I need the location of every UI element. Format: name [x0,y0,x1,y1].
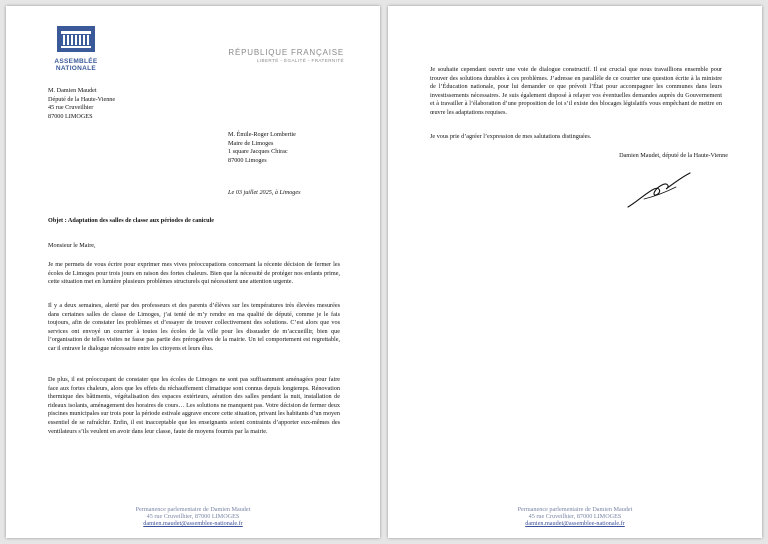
letter-date: Le 03 juillet 2025, à Limoges [228,189,301,196]
hemicycle-icon [57,26,95,52]
footer-line-1: Permanence parlementaire de Damien Maudet [517,506,633,513]
paragraph-1: Je me permets de vous écrire pour exprimer mes vives préoccupations concernant la récente décision de fermer les écoles de Limoges pour trois jours en raison des fortes chaleurs. Bien que la nécessité de protéger nos enfants prime, cette situation met en lumière plusieurs problèmes structurels qui nécessitent une attention urgente. [48,261,340,286]
republic-header [228,48,344,63]
letter-salutation: Monsieur le Maire, [48,242,96,249]
letter-page-2 [388,6,762,538]
footer-line-2: 45 rue Cruveilhier, 87000 LIMOGES [146,513,240,521]
logo-line-2: NATIONALE [55,65,97,72]
sender-address [48,87,115,121]
paragraph-2: Il y a deux semaines, alerté par des professeurs et des parents d’élèves sur les températures très élevées mesurées dans certaines salles de classe de Limoges, j’ai tenté de m’y rendre en ma qualité de député, comme je le fais toujours, afin de constater les problèmes et d’essayer de trouver collectivement des solutions. C’est alors que vos services ont envoyé un courrier à toutes les écoles de la ville pour les dissuader de m’accueillir, bien que l’organisation de telles visites ne fasse pas partie des prérogatives de la mairie. Un tel comportement est regrettable, car il entrave le dialogue nécessaire entre les citoyens et leurs élus. [48,302,340,352]
sender-city: 87000 LIMOGES [48,112,93,120]
assemblee-nationale-logo [52,26,100,72]
paragraph-3: De plus, il est préoccupant de constater que les écoles de Limoges ne sont pas suffisamment aménagées pour faire face aux fortes chaleurs, alors que les effets du réchauffement climatique sont connus depuis longtemps. Rénovation thermique des bâtiments, végétalisation des espaces extérieurs, aération des salles pendant la nuit, installation de rideaux isolants, aménagement des horaires de cours… Les solutions ne manquent pas. Votre décision de fermer deux piscines municipales sur trois pour la période estivale aggrave encore cette situation, privant les habitants d’un moyen essentiel de se rafraîchir. Enfin, il est inacceptable que les enseignants soient contraints d’apporter eux-mêmes des ventilateurs s’ils veulent en avoir dans leur classe, faute de moyens fournis par la mairie. [48,376,340,435]
sender-title: Député de la Haute-Vienne [48,95,116,103]
recipient-address [228,131,296,165]
page-footer [388,506,762,528]
handwritten-signature [624,171,694,211]
footer-line-1: Permanence parlementaire de Damien Maudet [135,506,251,513]
paragraph-4: Je souhaite cependant ouvrir une voie de dialogue constructif. Il est crucial que nous travaillions ensemble pour trouver des solutions durables à ces problèmes. J’adresse en parallèle de ce courrier une question écrite à la ministre de l’Éducation nationale, pour lui demander ce que prévoit l’État pour accompagner les communes dans leurs investissements nécessaires. Je suis également disposé à relayer vos éventuelles demandes auprès du Gouvernement et à travailler à l’élaboration d’une proposition de loi s’il existe des blocages législatifs vous empêchant de mettre en œuvre les adaptations requises. [430,66,722,116]
page-footer [6,506,380,528]
letter-subject: Objet : Adaptation des salles de classe aux périodes de canicule [48,217,215,224]
recipient-street: 1 square Jacques Chirac [228,148,288,156]
paragraph-closing: Je vous prie d’agréer l’expression de mes salutations distinguées. [430,133,592,140]
republic-title: RÉPUBLIQUE FRANÇAISE [228,48,344,57]
signature-line: Damien Maudet, député de la Haute-Vienne [619,152,728,159]
footer-email-link[interactable]: damien.maudet@assemblee-nationale.fr [525,520,625,528]
sender-street: 45 rue Cruveilhier [48,104,94,112]
recipient-city: 87000 Limoges [228,156,267,164]
sender-name: M. Damien Maudet [48,87,97,94]
recipient-name: M. Émile-Roger Lombertie [228,131,296,138]
footer-email-link[interactable]: damien.maudet@assemblee-nationale.fr [143,520,243,528]
letter-page-1 [6,6,380,538]
logo-line-1: ASSEMBLÉE [54,58,98,65]
footer-line-2: 45 rue Cruveilhier, 87000 LIMOGES [528,513,622,521]
republic-motto: LIBERTÉ - ÉGALITÉ - FRATERNITÉ [256,58,344,63]
recipient-title: Maire de Limoges [228,139,274,147]
